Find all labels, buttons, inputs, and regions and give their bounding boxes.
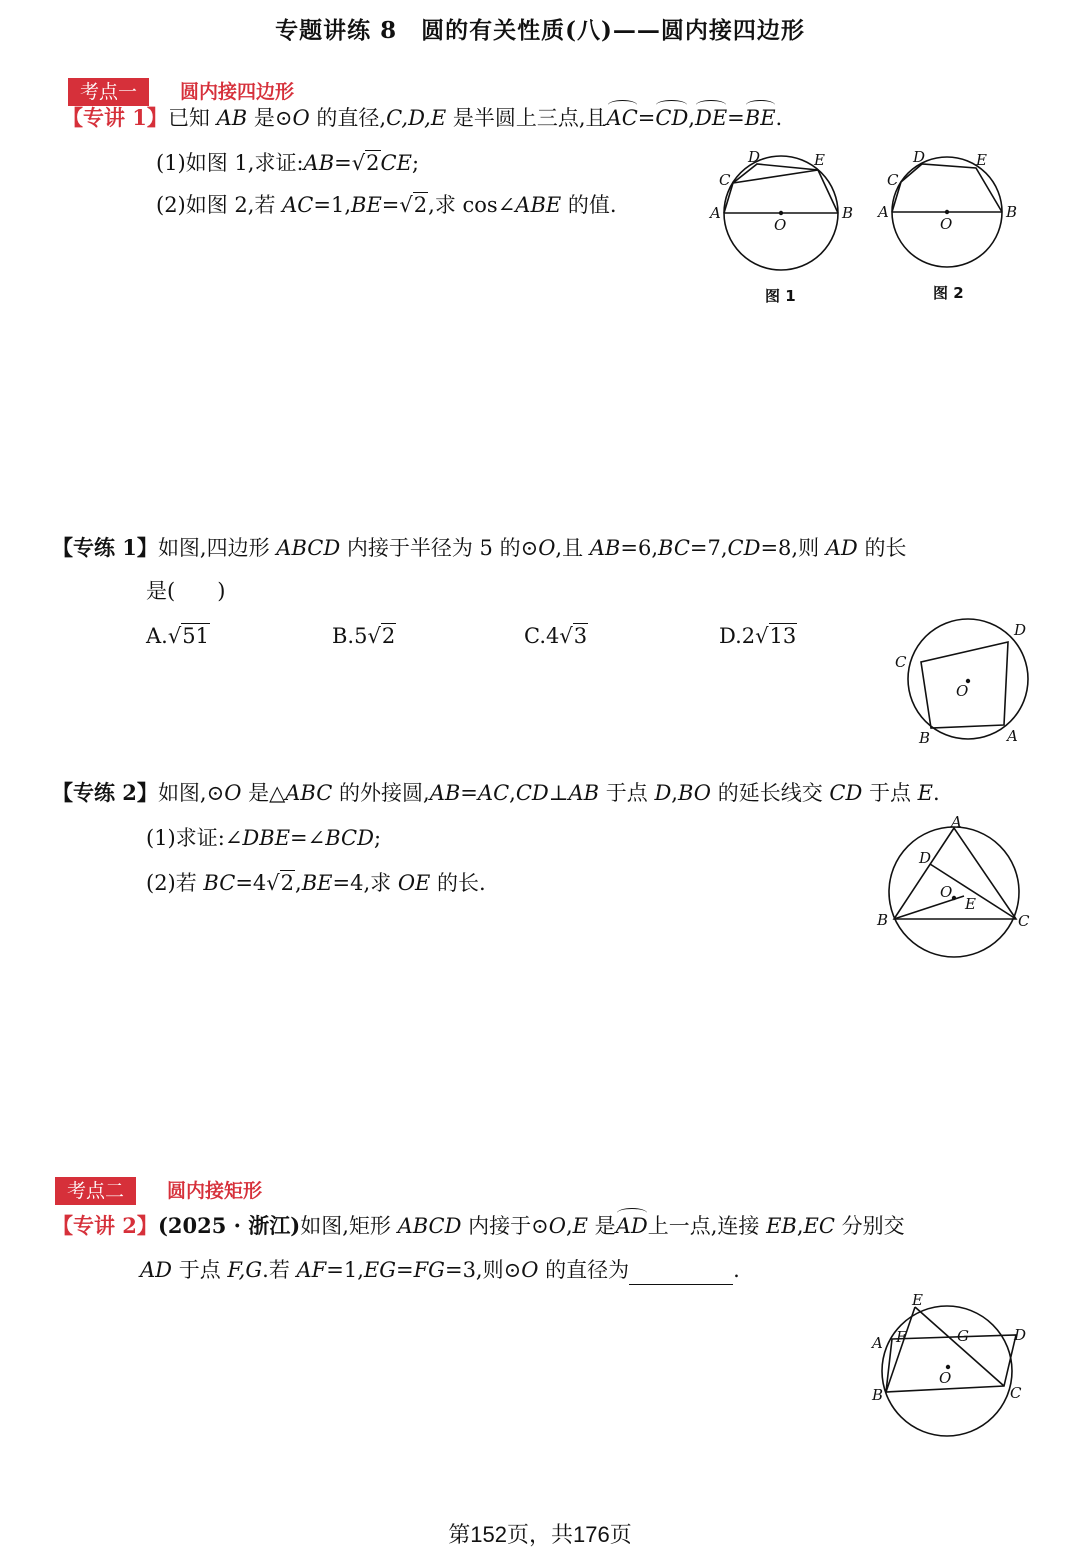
fig1-label-a: A [710,204,721,222]
lecture2-label-f: F [896,1328,907,1346]
practice1-label: 【专练 1】 [52,535,158,560]
practice2-question-1: (1)求证:∠DBE=∠BCD; [146,826,382,850]
lecture2-label-o: O [939,1369,952,1387]
practice2-label-e: E [965,895,976,913]
lecture1-stem: 【专讲 1】已知 AB 是⊙O 的直径,C,D,E 是半圆上三点,且AC=CD,DE=BE. [62,103,782,133]
lecture2-label-c: C [1010,1384,1022,1402]
practice1-option-c: C.4√3 [524,624,588,648]
lecture2-stem: 【专讲 2】(2025 · 浙江)如图,矩形 ABCD 内接于⊙O,E 是AD上一点,连接 EB,EC 分别交 [52,1211,905,1241]
practice2-figure [872,812,1037,962]
fig1-center-dot [779,211,783,215]
fig2-polyline [892,164,1002,212]
practice1-figure [888,612,1038,752]
page-number: 第152页，共176页 [448,1522,632,1547]
fig1-label-b: B [842,204,854,222]
practice1-label-o: O [956,682,969,700]
figure-1-diagram [705,148,855,278]
page-title: 专题讲练 8 圆的有关性质(八)——圆内接四边形 [275,17,805,44]
arc-ad: AD [616,1211,648,1241]
fig1-label-o: O [774,216,787,234]
answer-blank[interactable] [629,1262,733,1285]
section-title-1: 圆内接四边形 [180,81,295,103]
practice2-label-d: D [919,849,932,867]
arc-cd: CD [655,103,688,133]
practice1-option-d: D.2√13 [719,624,797,648]
practice1-option-b: B.5√2 [332,624,396,648]
lecture2-label-d: D [1014,1326,1027,1344]
fig2-label-a: A [878,203,889,221]
lecture1-label: 【专讲 1】 [62,105,168,130]
fig2-label-o: O [940,215,953,233]
fig1-label-c: C [719,171,731,189]
lecture1-question-2: (2)如图 2,若 AC=1,BE=√2,求 cos∠ABE 的值. [156,193,617,217]
practice2-label: 【专练 2】 [52,780,158,805]
section-title-2: 圆内接矩形 [167,1180,263,1202]
practice2-label-a: A [951,813,962,831]
lecture2-stem-line2: AD 于点 F,G.若 AF=1,EG=FG=3,则⊙O 的直径为 . [140,1255,740,1285]
practice2-label-b: B [877,911,889,929]
figure-1-caption: 图 1 [765,287,796,305]
lecture1-question-1: (1)如图 1,求证:AB=√2CE; [156,151,420,175]
practice1-label-a: A [1007,727,1018,745]
fig1-label-d: D [748,148,761,166]
fig2-center-dot [945,210,949,214]
practice1-label-b: B [919,729,931,747]
practice2-label-o: O [940,883,953,901]
figure-2-diagram [872,148,1022,278]
lecture2-label: 【专讲 2】 [52,1213,158,1238]
arc-ac: AC [607,103,638,133]
fig2-label-d: D [913,148,926,166]
practice1-stem: 【专练 1】如图,四边形 ABCD 内接于半径为 5 的⊙O,且 AB=6,BC=7,CD=8,则 AD 的长 [52,535,907,560]
practice2-center-dot [952,896,956,900]
practice2-circle [889,827,1019,957]
lecture2-segment-ec [915,1307,1004,1386]
lecture2-label-g: G [957,1327,969,1345]
practice2-stem: 【专练 2】如图,⊙O 是△ABC 的外接圆,AB=AC,CD⊥AB 于点 D,BO 的延长线交 CD 于点 E. [52,780,940,805]
section-tag-2: 考点二 [55,1177,136,1205]
practice1-label-c: C [895,653,907,671]
practice1-option-a: A.√51 [146,624,209,648]
figure-2-caption: 图 2 [933,284,964,302]
lecture2-source: (2025 · 浙江) [157,1213,301,1238]
practice2-label-c: C [1018,912,1030,930]
lecture2-figure [866,1290,1031,1440]
practice2-question-2: (2)若 BC=4√2,BE=4,求 OE 的长. [146,871,486,895]
fig2-label-c: C [887,171,899,189]
lecture2-label-e: E [912,1291,923,1309]
lecture2-label-b: B [872,1386,884,1404]
section-tag-1: 考点一 [68,78,149,106]
fig2-label-b: B [1006,203,1018,221]
arc-de: DE [695,103,727,133]
fig1-label-e: E [814,151,825,169]
lecture2-label-a: A [872,1334,883,1352]
arc-be: BE [745,103,776,133]
fig2-label-e: E [976,151,987,169]
practice1-label-d: D [1014,621,1027,639]
practice1-stem-line2: 是( ) [146,579,226,603]
